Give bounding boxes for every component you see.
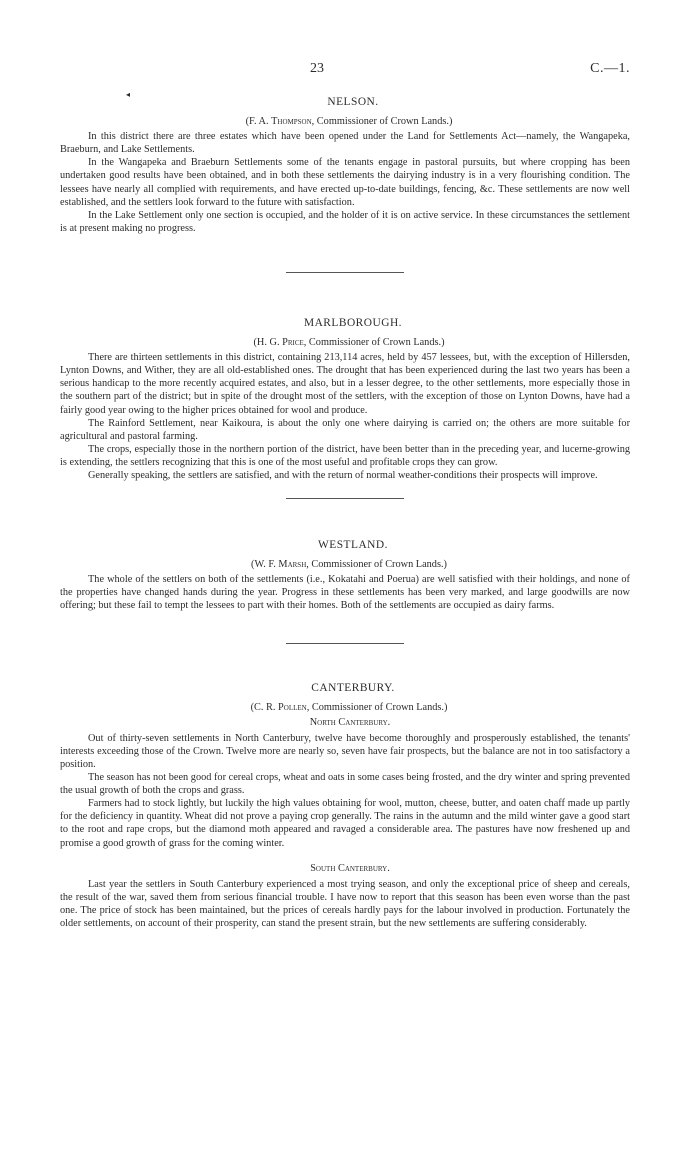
paragraph: In the Lake Settlement only one section is occupied, and the holder of it is on active service. In these circumstances the settlement is at present making no progress. bbox=[60, 209, 630, 234]
section-canterbury bbox=[60, 682, 630, 931]
spacer bbox=[60, 850, 630, 862]
section-divider bbox=[286, 272, 404, 273]
paragraph: Farmers had to stock lightly, but luckily the high values obtaining for wool, mutton, cheese, butter, and oaten chaff made up partly for the deficiency in quantity. Wheat did not prove a paying crop generally. The rains in the autumn and the mild winter gave a good start to the root and rape crops, but the diamond moth appeared and ravaged a considerable area. The pastures have now freshened up and promise a good growth of grass for the coming winter. bbox=[60, 798, 630, 849]
paragraph: Generally speaking, the settlers are satisfied, and with the return of normal weather-conditions their prospects will improve. bbox=[88, 469, 598, 481]
section-nelson bbox=[60, 96, 630, 235]
paragraph: Out of thirty-seven settlements in North Canterbury, twelve have become thoroughly and prosperously established, the tenants' interests exceeding those of the Crown. Twelve more are nearly so, seven have fair prospects, but the balance are not in too satisfactory a position. bbox=[60, 732, 630, 770]
commissioner-byline: (H. G. Price, Commissioner of Crown Lands.) bbox=[253, 337, 445, 349]
paragraph: The whole of the settlers on both of the settlements (i.e., Kokatahi and Poerua) are well satisfied with their holdings, and none of the properties have changed hands during the year. Progress in these settlements has been very marked, and large goodwills are now offering; but these fail to tempt the lessees to part with their homes. Both of the settlements are occupied as dairy farms. bbox=[60, 574, 630, 612]
ink-mark: ◂ bbox=[126, 90, 131, 99]
subsection-title: South Canterbury. bbox=[310, 862, 390, 874]
paragraph: Last year the settlers in South Canterbury experienced a most trying season, and only the exceptional price of sheep and cereals, the result of the war, saved them from serious financial trouble. I have now to report that this season has been even worse than the past one. The price of stock has been maintained, but the prices of cereals hardly pays for the labour involved in production. Fortunately the older settlements, on account of their prosperity, can stand the present strain, but the new settlements are suffering considerably. bbox=[60, 878, 630, 930]
section-marlborough bbox=[60, 317, 630, 482]
subsection-title: North Canterbury. bbox=[309, 716, 391, 728]
paragraph: The crops, especially those in the northern portion of the district, have been better than in the preceding year, and lucerne-growing is extending, the settlers recognizing that this is one of the most useful and profitable crops they can grow. bbox=[60, 443, 630, 468]
commissioner-byline: (W. F. Marsh, Commissioner of Crown Lands.) bbox=[251, 559, 447, 571]
section-title: NELSON. bbox=[327, 96, 379, 108]
paragraph: There are thirteen settlements in this district, containing 213,114 acres, held by 457 lessees, but, with the exception of Hillersden, Lynton Downs, and Wither, they are all old-established ones. The drought that has been experienced during the last two years has been a serious handicap to the more recently acquired estates, and also, but in a lesser degree, to the other settlements, more especially those in the southern part of the district; but in spite of the drought most of the settlers, with the exception of those on Lynton Downs, have had a fairly good year owing to the higher prices obtained for wool and produce. bbox=[60, 352, 630, 416]
commissioner-byline: (C. R. Pollen, Commissioner of Crown Lands.) bbox=[250, 701, 448, 713]
section-title: WESTLAND. bbox=[318, 539, 388, 552]
page-header bbox=[60, 0, 630, 99]
section-title: CANTERBURY. bbox=[311, 681, 395, 694]
section-title: MARLBOROUGH. bbox=[303, 316, 403, 329]
paragraph: The Rainford Settlement, near Kaikoura, is about the only one where dairying is carried on; the others are more suitable for agricultural and pastoral farming. bbox=[60, 417, 630, 442]
commissioner-byline: (F. A. Thompson, Commissioner of Crown Lands.) bbox=[245, 116, 453, 128]
paragraph: In the Wangapeka and Braeburn Settlements some of the tenants engage in pastoral pursuits, but where cropping has been undertaken good results have been obtained, and in both these settlements the dairying industry is in a very flourishing condition. The lessees have nearly all complied with requirements, and have erected up-to-date buildings, fencing, &c. These settlements are now well established, and the settlers look forward to the future with satisfaction. bbox=[60, 157, 630, 208]
report-code: C.—1. bbox=[590, 61, 630, 76]
page-number: 23 bbox=[310, 61, 324, 76]
paragraph: The season has not been good for cereal crops, wheat and oats in some cases being frosted, and the dry winter and spring prevented the usual growth of both the crops and grass. bbox=[60, 772, 630, 797]
section-westland bbox=[60, 539, 630, 612]
section-divider bbox=[286, 498, 404, 499]
paragraph: In this district there are three estates which have been opened under the Land for Settlements Act—namely, the Wangapeka, Braeburn, and Lake Settlements. bbox=[60, 131, 630, 156]
section-divider bbox=[286, 643, 404, 644]
